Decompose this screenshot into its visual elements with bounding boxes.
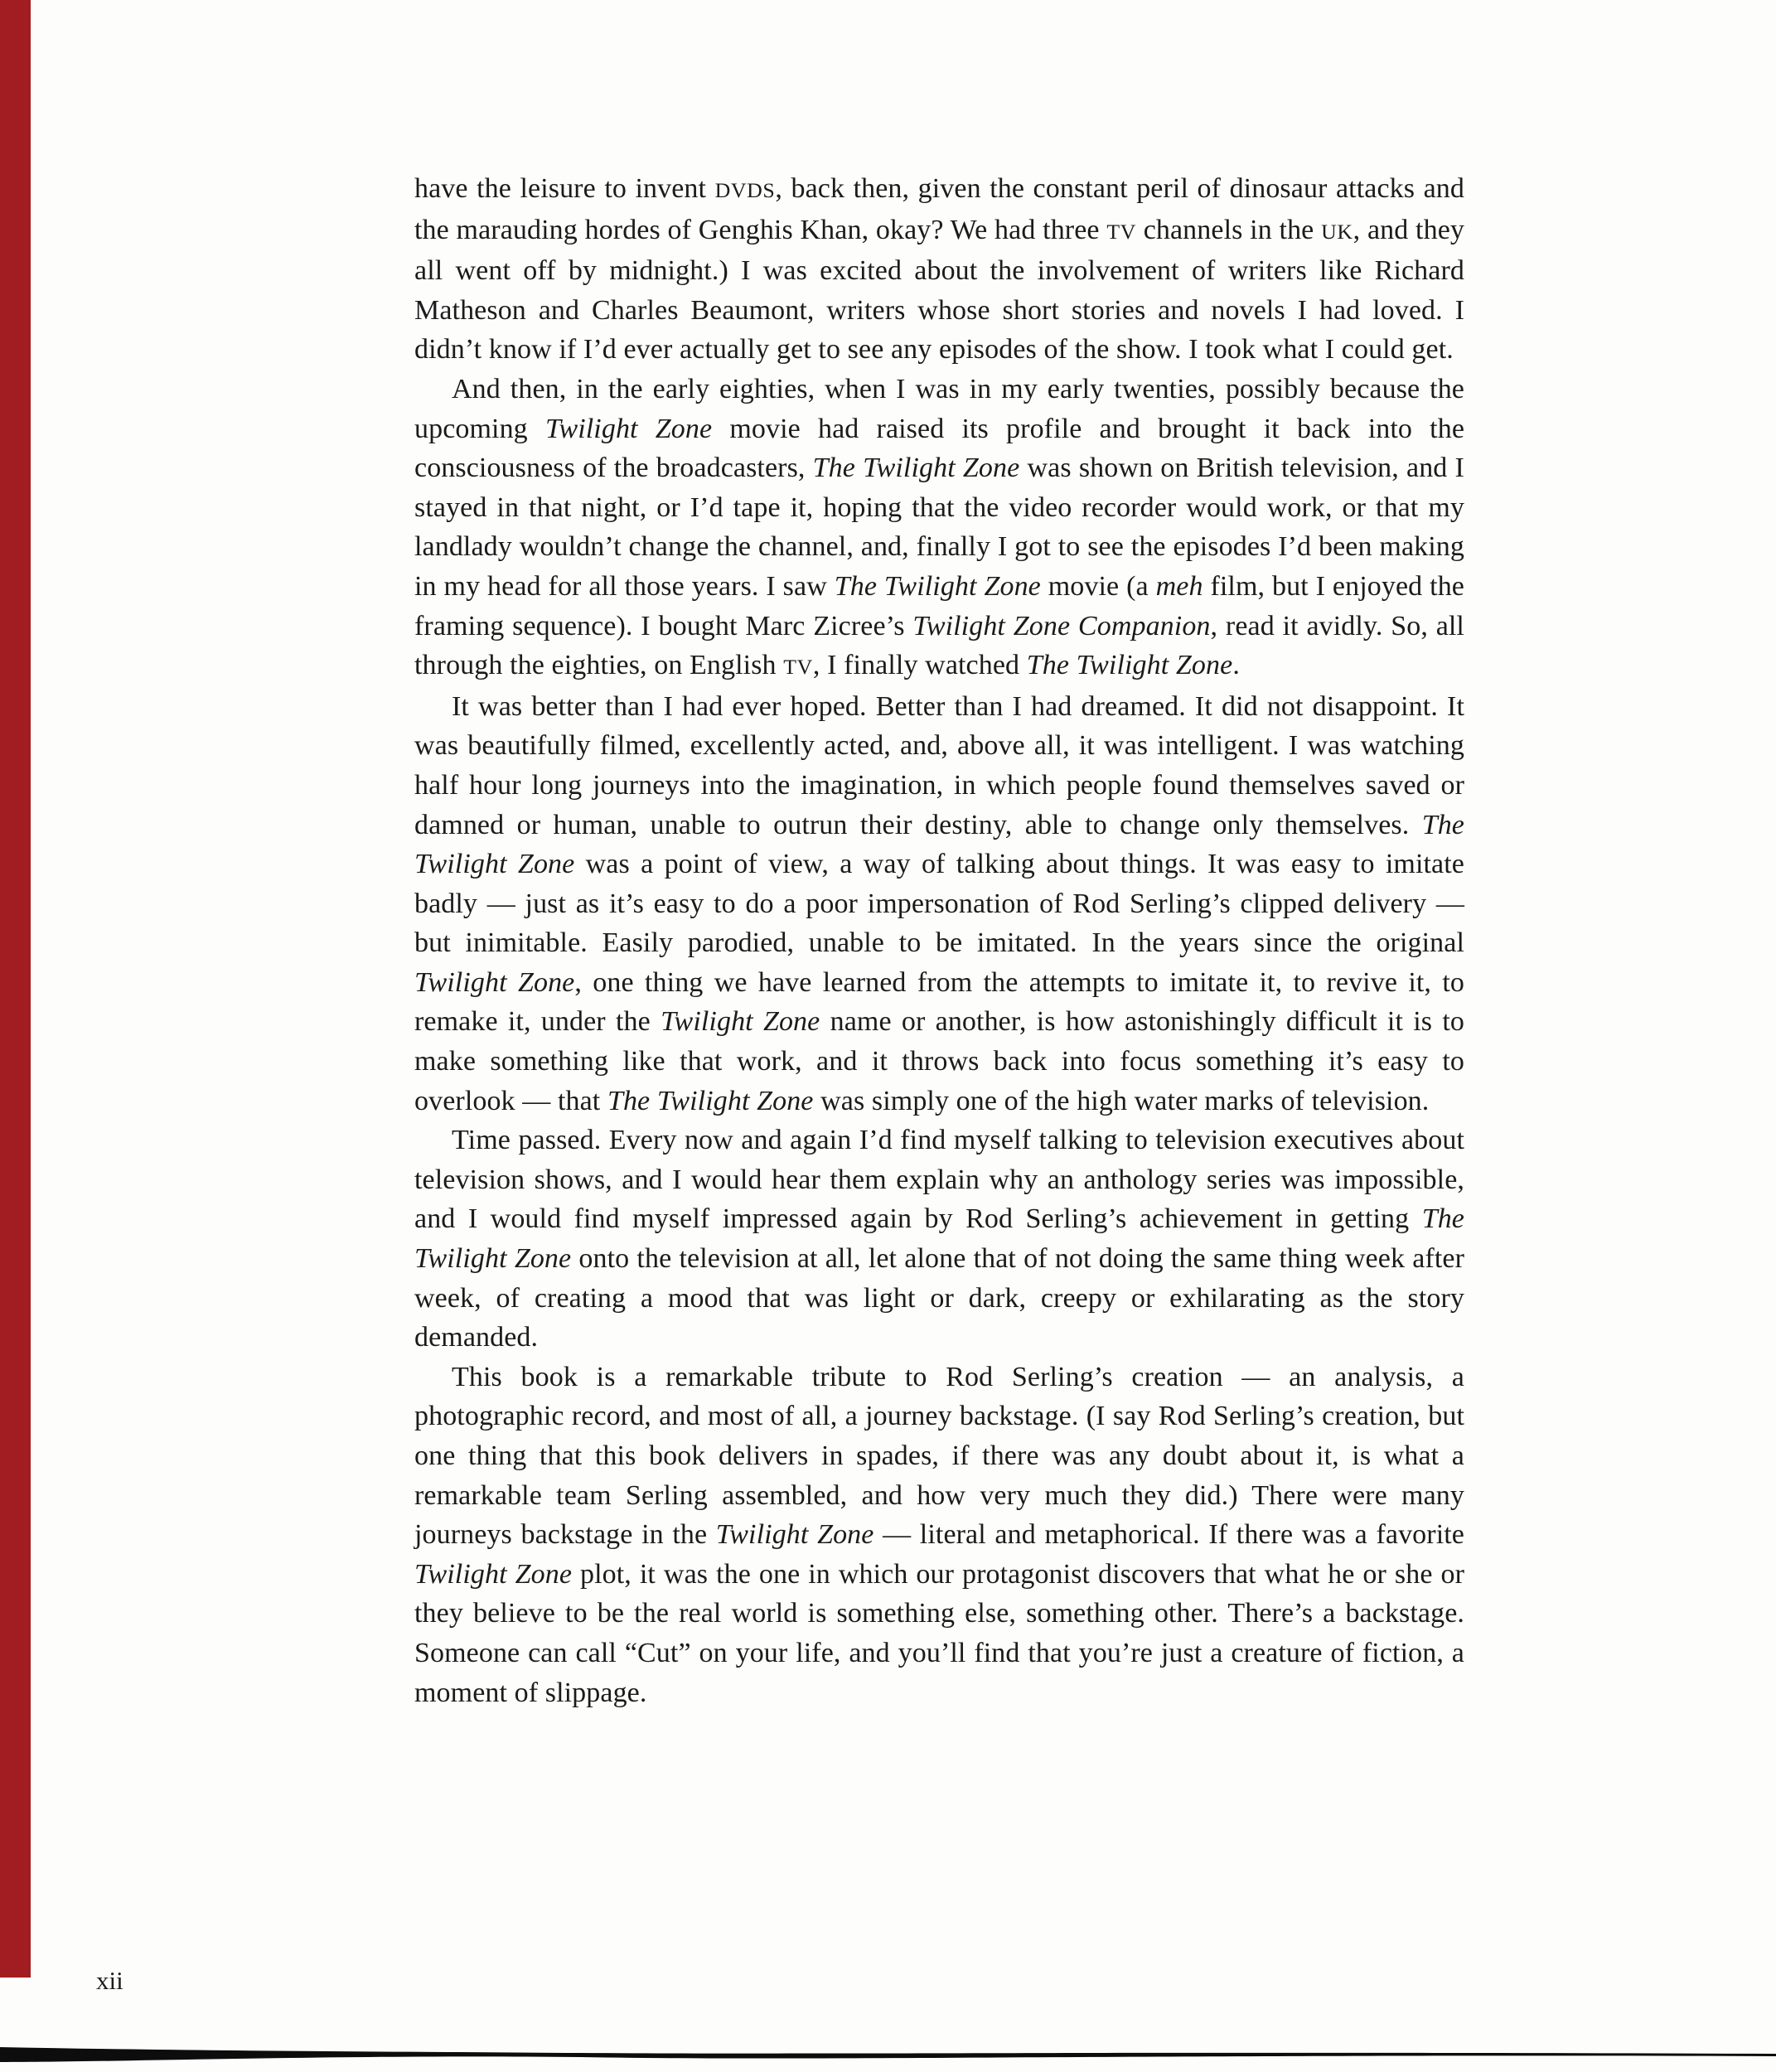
text-run: This book is a remarkable tribute to Rod Serling’s creation — an analysis, a photographic record, and most of all, a journey backstage. (I say Rod Serling’s creation, but one thing that this book delivers in spades, if there was any doubt about it, is what a remarkable team Serling assembled, and how very much they did.) There were many journeys backstage in the (414, 1361, 1464, 1551)
text-block (414, 169, 1464, 1712)
body-paragraph (414, 1121, 1464, 1358)
text-run: , I finally watched (812, 650, 1027, 681)
text-run: was simply one of the high water marks of television. (813, 1085, 1430, 1116)
italic-run: The Twilight Zone (1026, 650, 1233, 681)
text-run: , one thing we have learned from the attempts to imitate it, to revive it, to remake it, under the (414, 966, 1464, 1038)
page-number: xii (96, 1966, 123, 1995)
small-caps-run: UK (1321, 219, 1353, 244)
text-run: , read it avidly. So, all through the eighties, on English (414, 610, 1464, 681)
italic-run: The Twilight Zone (812, 453, 1020, 484)
italic-run: Twilight Zone (544, 413, 713, 444)
text-run: onto the television at all, let alone that of not doing the same thing week after week, of creating a mood that was light or dark, creepy or exhilarating as the story demanded. (414, 1243, 1464, 1353)
small-caps-run: TV (783, 655, 813, 680)
text-run: movie (a (1040, 570, 1156, 602)
italic-run: The Twilight Zone (414, 1203, 1464, 1275)
body-paragraph (414, 370, 1464, 687)
body-paragraph (414, 687, 1464, 1121)
text-run: plot, it was the one in which our protagonist discovers that what he or she or they believe to be the real world is something else, something other. There’s a backstage. Someone can call “Cut” on your life, and you’ll find that you’re just a creature of fiction, a moment of slippage. (414, 1558, 1465, 1708)
book-spine-edge (0, 0, 31, 1978)
italic-run: Twilight Zone (414, 966, 575, 998)
small-caps-run: TV (1106, 219, 1136, 244)
text-run: It was better than I had ever hoped. Better than I had dreamed. It did not disappoint. It was beautifully filmed, excellently acted, and, above all, it was intelligent. I was watching half hour long journeys into the imagination, in which people found themselves saved or damned or human, unable to outrun their destiny, able to change only themselves. (414, 690, 1464, 840)
text-run: , and they all went off by midnight.) I was excited about the involvement of writers like Richard Matheson and Charles Beaumont, writers whose short stories and novels I had loved. I didn’t know if I’d ever actually get to see any episodes of the show. I took what I could get. (414, 214, 1464, 366)
page-edge-shadow (0, 2044, 1776, 2069)
text-run: . (1232, 650, 1240, 681)
text-run: name or another, is how astonishingly difficult it is to make something like that work, and it throws back into focus something it’s easy to overlook — that (414, 1006, 1465, 1116)
italic-run: The Twilight Zone (607, 1085, 814, 1116)
italic-run: The Twilight Zone (414, 809, 1464, 880)
text-run: channels in the (1135, 214, 1322, 245)
italic-run: meh (1155, 570, 1203, 602)
italic-run: Twilight Zone (715, 1519, 874, 1551)
text-run: , back then, given the constant peril of dinosaur attacks and the marauding hordes of Genghis Khan, okay? We had three (414, 173, 1464, 245)
body-paragraph (414, 1358, 1464, 1712)
small-caps-run: DVDS (714, 178, 776, 202)
italic-run: Twilight Zone (414, 1558, 573, 1590)
text-run: movie had raised its profile and brought it back into the consciousness of the broadcasters, (414, 413, 1465, 484)
text-run: film, but I enjoyed the framing sequence). I bought Marc Zicree’s (414, 570, 1464, 641)
text-run: was a point of view, a way of talking about things. It was easy to imitate badly — just as it’s easy to do a poor impersonation of Rod Serling’s clipped delivery — but inimitable. Easily parodied, unable to be imitated. In the years since the original (414, 849, 1464, 959)
italic-run: Twilight Zone Companion (912, 610, 1211, 641)
body-paragraph (414, 169, 1464, 370)
page-edge-shadow-line (0, 2044, 1776, 2069)
text-run: have the leisure to invent (414, 173, 715, 204)
italic-run: The Twilight Zone (834, 570, 1041, 602)
text-run: And then, in the early eighties, when I was in my early twenties, possibly because the upcoming (414, 373, 1464, 444)
italic-run: Twilight Zone (661, 1006, 820, 1038)
text-run: — literal and metaphorical. If there was a favorite (873, 1519, 1464, 1551)
text-run: Time passed. Every now and again I’d find myself talking to television executives about television shows, and I would hear them explain why an anthology series was impossible, and I would find myself impressed again by Rod Serling’s achievement in getting (414, 1125, 1464, 1235)
text-run: was shown on British television, and I stayed in that night, or I’d tape it, hoping that the video recorder would work, or that my landlady wouldn’t change the channel, and, finally I got to see the episodes I’d been making in my head for all those years. I saw (414, 453, 1464, 602)
